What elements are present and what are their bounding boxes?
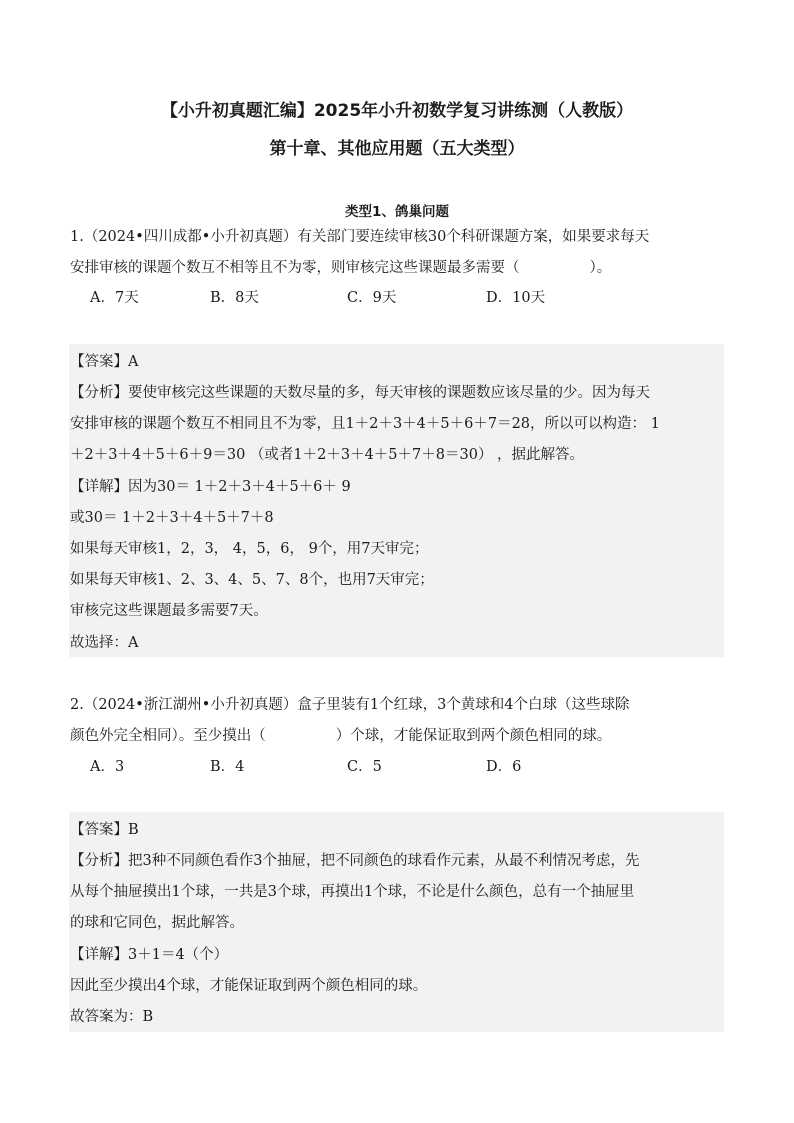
- q2-analysis-line2: 从每个抽屉摸出1个球，一共是3个球，再摸出1个球，不论是什么颜色，总有一个抽屉里: [70, 884, 635, 900]
- q1-line1: 1.（2024•四川成都•小升初真题）有关部门要连续审核30个科研课题方案，如果要求每天: [70, 229, 650, 245]
- document-title: 【小升初真题汇编】2025年小升初数学复习讲练测（人教版）: [160, 101, 634, 121]
- q2-detail-line1: 【详解】3＋1＝4（个）: [70, 947, 229, 963]
- q1-option-b: B．8天: [210, 290, 259, 306]
- q2-option-d: D．6: [486, 759, 522, 775]
- q1-line2-text: 安排审核的课题个数互不相等且不为零，则审核完这些课题最多需要（: [70, 260, 520, 276]
- q1-analysis-line1: 【分析】要使审核完这些课题的天数尽量的多，每天审核的课题数应该尽量的少。因为每天: [70, 385, 650, 401]
- q2-option-c: C．5: [347, 759, 382, 775]
- q1-choice: 故选择：A: [70, 635, 139, 651]
- q1-option-a: A．7天: [90, 290, 139, 306]
- q1-detail-line3: 如果每天审核1，2，3， 4，5，6， 9个，用7天审完；: [70, 541, 429, 557]
- q1-detail-line4: 如果每天审核1、2、3、4、5、7、8个，也用7天审完；: [70, 572, 434, 588]
- q2-line2: [70, 726, 724, 746]
- q2-options: [90, 757, 710, 777]
- q1-option-d: D．10天: [486, 290, 546, 306]
- q1-answer: 【答案】A: [70, 354, 139, 370]
- q2-analysis-line3: 的球和它同色，据此解答。: [70, 915, 244, 931]
- q2-option-a: A．3: [90, 759, 125, 775]
- q2-analysis-line1: 【分析】把3种不同颜色看作3个抽屉，把不同颜色的球看作元素，从最不利情况考虑，先: [70, 853, 640, 869]
- q2-choice: 故答案为：B: [70, 1009, 154, 1025]
- q2-answer: 【答案】B: [70, 822, 139, 838]
- q2-line1: 2.（2024•浙江湖州•小升初真题）盒子里装有1个红球，3个黄球和4个白球（这些球除: [70, 697, 630, 713]
- q1-analysis-line3: ＋2＋3＋4＋5＋6＋9＝30 （或者1＋2＋3＋4＋5＋7＋8＝30） ，据此解答。: [70, 447, 585, 463]
- q1-detail-line2: 或30＝ 1＋2＋3＋4＋5＋7＋8: [70, 510, 274, 526]
- q1-line2: [70, 258, 724, 278]
- q1-detail-line5: 审核完这些课题最多需要7天。: [70, 603, 268, 619]
- q1-analysis-line2: 安排审核的课题个数互不相同且不为零，且1＋2＋3＋4＋5＋6＋7＝28，所以可以构造： 1: [70, 416, 660, 432]
- q1-detail-line1: 【详解】因为30＝ 1＋2＋3＋4＋5＋6＋ 9: [70, 479, 351, 495]
- q1-options: [90, 288, 710, 308]
- chapter-title: 第十章、其他应用题（五大类型）: [269, 139, 525, 159]
- q1-line2-end: ）。: [589, 260, 612, 276]
- section-heading: 类型1、鸽巢问题: [345, 204, 449, 220]
- q2-line2-end: ）个球，才能保证取到两个颜色相同的球。: [335, 728, 612, 744]
- q2-line2-text: 颜色外完全相同）。至少摸出（: [70, 728, 266, 744]
- q1-option-c: C．9天: [347, 290, 397, 306]
- q2-option-b: B．4: [210, 759, 245, 775]
- q2-detail-line2: 因此至少摸出4个球，才能保证取到两个颜色相同的球。: [70, 978, 428, 994]
